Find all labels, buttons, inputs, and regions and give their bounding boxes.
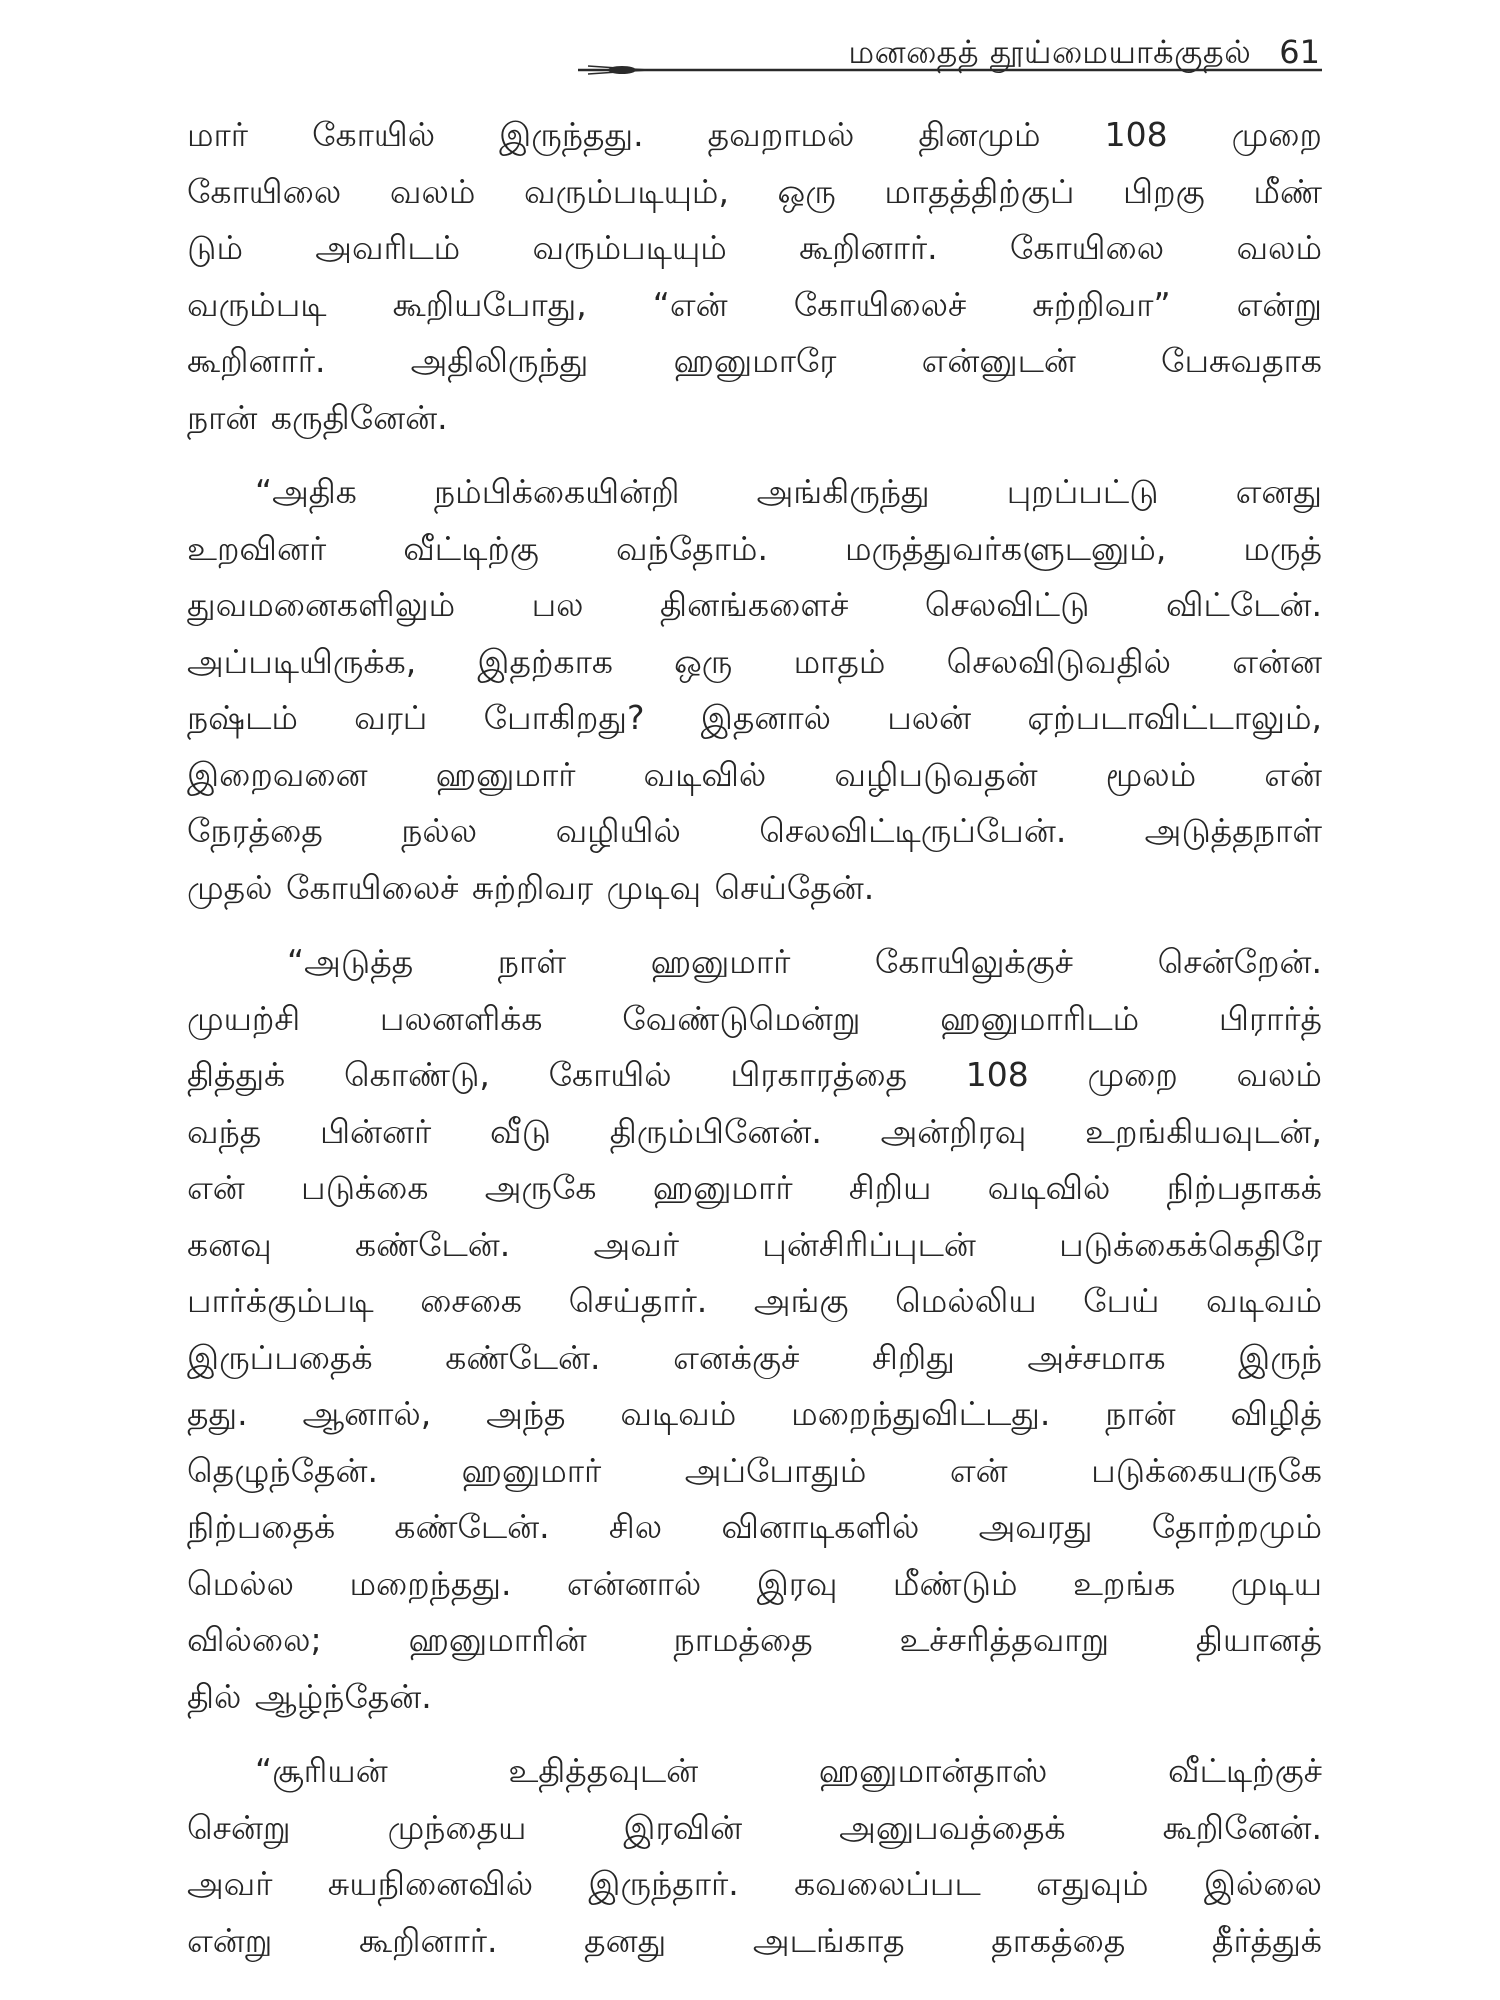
header-ornamental-rule: [578, 62, 1322, 78]
text-line: முயற்சி பலனளிக்க வேண்டுமென்று ஹனுமாரிடம் பிரார்த்: [187, 998, 1322, 1038]
text-line: நஷ்டம் வரப் போகிறது? இதனால் பலன் ஏற்படாவிட்டாலும்,: [187, 698, 1322, 737]
text-line: நேரத்தை நல்ல வழியில் செலவிட்டிருப்பேன். அடுத்தநாள்: [187, 811, 1322, 850]
text-line: “அதிக நம்பிக்கையின்றி அங்கிருந்து புறப்பட்டு எனது: [255, 472, 1322, 511]
text-line: வரும்படி கூறியபோது, “என் கோயிலைச் சுற்றிவா” என்று: [187, 284, 1322, 324]
text-line: உறவினர் வீட்டிற்கு வந்தோம். மருத்துவர்களுடனும், மருத்: [187, 528, 1322, 568]
body-text: [187, 107, 1322, 1969]
text-line: அவர் சுயநினைவில் இருந்தார். கவலைப்பட எதுவும் இல்லை: [187, 1864, 1322, 1903]
paragraph-3: [187, 934, 1322, 1725]
text-line: தில் ஆழ்ந்தேன்.: [187, 1676, 432, 1716]
text-line: கோயிலை வலம் வரும்படியும், ஒரு மாதத்திற்குப் பிறகு மீண்: [187, 171, 1322, 211]
text-line: முதல் கோயிலைச் சுற்றிவர முடிவு செய்தேன்.: [187, 867, 875, 907]
text-line: தது. ஆனால், அந்த வடிவம் மறைந்துவிட்டது. நான் விழித்: [187, 1394, 1322, 1433]
text-line: நிற்பதைக் கண்டேன். சில வினாடிகளில் அவரது தோற்றமும்: [187, 1507, 1322, 1546]
text-line: “அடுத்த நாள் ஹனுமார் கோயிலுக்குச் சென்றேன்.: [287, 942, 1322, 981]
text-line: துவமனைகளிலும் பல தினங்களைச் செலவிட்டு விட்டேன்.: [187, 585, 1322, 624]
paragraph-4: [187, 1743, 1322, 1969]
text-line: நான் கருதினேன்.: [187, 397, 448, 437]
text-line: பார்க்கும்படி சைகை செய்தார். அங்கு மெல்லிய பேய் வடிவம்: [187, 1281, 1322, 1320]
chapter-title: மனதைத் தூய்மையாக்குதல்: [848, 33, 1252, 71]
text-line: வில்லை; ஹனுமாரின் நாமத்தை உச்சரித்தவாறு தியானத்: [187, 1620, 1322, 1659]
text-line: தெழுந்தேன். ஹனுமார் அப்போதும் என் படுக்கையருகே: [187, 1450, 1322, 1490]
page-number: 61: [1279, 33, 1320, 71]
text-line: அப்படியிருக்க, இதற்காக ஒரு மாதம் செலவிடுவதில் என்ன: [187, 641, 1322, 681]
text-line: சென்று முந்தைய இரவின் அனுபவத்தைக் கூறினேன்.: [187, 1807, 1322, 1847]
text-line: கூறினார். அதிலிருந்து ஹனுமாரே என்னுடன் பேசுவதாக: [187, 341, 1322, 380]
text-line: மார் கோயில் இருந்தது. தவறாமல் தினமும் 108 முறை: [187, 115, 1322, 154]
paragraph-2: [187, 464, 1322, 916]
text-line: என் படுக்கை அருகே ஹனுமார் சிறிய வடிவில் நிற்பதாகக்: [187, 1168, 1322, 1207]
text-line: டும் அவரிடம் வரும்படியும் கூறினார். கோயிலை வலம்: [187, 228, 1322, 267]
text-line: வந்த பின்னர் வீடு திரும்பினேன். அன்றிரவு உறங்கியவுடன்,: [187, 1111, 1322, 1151]
paragraph-1: [187, 107, 1322, 446]
text-line: இருப்பதைக் கண்டேன். எனக்குச் சிறிது அச்சமாக இருந்: [187, 1337, 1322, 1377]
text-line: இறைவனை ஹனுமார் வடிவில் வழிபடுவதன் மூலம் என்: [187, 754, 1322, 794]
text-line: மெல்ல மறைந்தது. என்னால் இரவு மீண்டும் உறங்க முடிய: [187, 1563, 1322, 1603]
text-line: என்று கூறினார். தனது அடங்காத தாகத்தை தீர்த்துக்: [187, 1920, 1322, 1960]
text-line: “சூரியன் உதித்தவுடன் ஹனுமான்தாஸ் வீட்டிற்குச்: [255, 1751, 1322, 1790]
text-line: கனவு கண்டேன். அவர் புன்சிரிப்புடன் படுக்கைக்கெதிரே: [187, 1224, 1322, 1264]
text-line: தித்துக் கொண்டு, கோயில் பிரகாரத்தை 108 முறை வலம்: [187, 1055, 1322, 1094]
